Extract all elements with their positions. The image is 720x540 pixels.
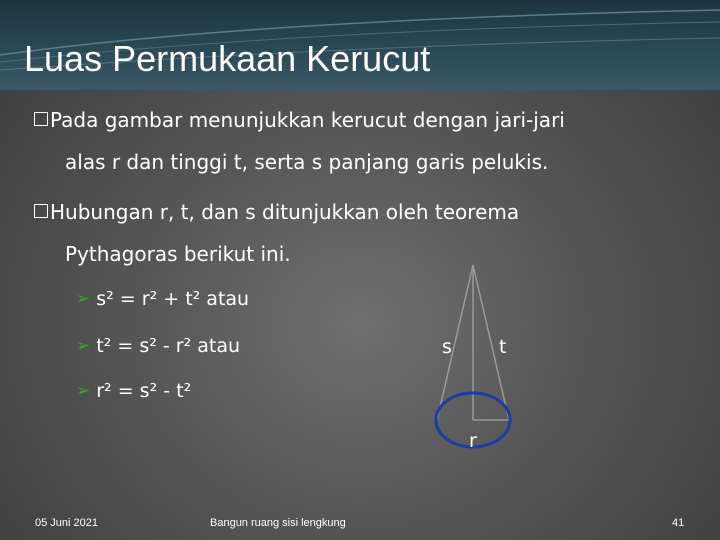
- paragraph-2-line-2: Pythagoras berikut ini.: [65, 242, 291, 266]
- arrow-bullet-icon: ➢: [76, 336, 91, 356]
- paragraph-bullet-2: [34, 204, 48, 218]
- paragraph-1-line-1: Pada gambar menunjukkan kerucut dengan jari-jari: [50, 108, 565, 132]
- paragraph-1-line-2: alas r dan tinggi t, serta s panjang garis pelukis.: [65, 150, 549, 174]
- footer-topic: Bangun ruang sisi lengkung: [210, 517, 346, 529]
- formula-item-2: [76, 335, 240, 357]
- formula-text: s² = r² + t² atau: [96, 288, 250, 310]
- formula-item-1: [76, 288, 249, 310]
- label-r: r: [469, 430, 477, 452]
- formula-text: r² = s² - t²: [96, 380, 192, 402]
- formula-text: t² = s² - r² atau: [96, 335, 241, 357]
- label-t: t: [499, 336, 507, 358]
- cone-diagram: [420, 255, 540, 455]
- paragraph-2-line-1: Hubungan r, t, dan s ditunjukkan oleh teorema: [50, 200, 520, 224]
- footer-page-number: 41: [672, 517, 685, 529]
- paragraph-bullet-1: [34, 112, 48, 126]
- arrow-bullet-icon: ➢: [76, 289, 91, 309]
- footer-date: 05 Juni 2021: [35, 517, 98, 529]
- formula-item-3: [76, 380, 191, 402]
- slide-title: Luas Permukaan Kerucut: [24, 38, 431, 79]
- label-s: s: [442, 336, 452, 358]
- arrow-bullet-icon: ➢: [76, 381, 91, 401]
